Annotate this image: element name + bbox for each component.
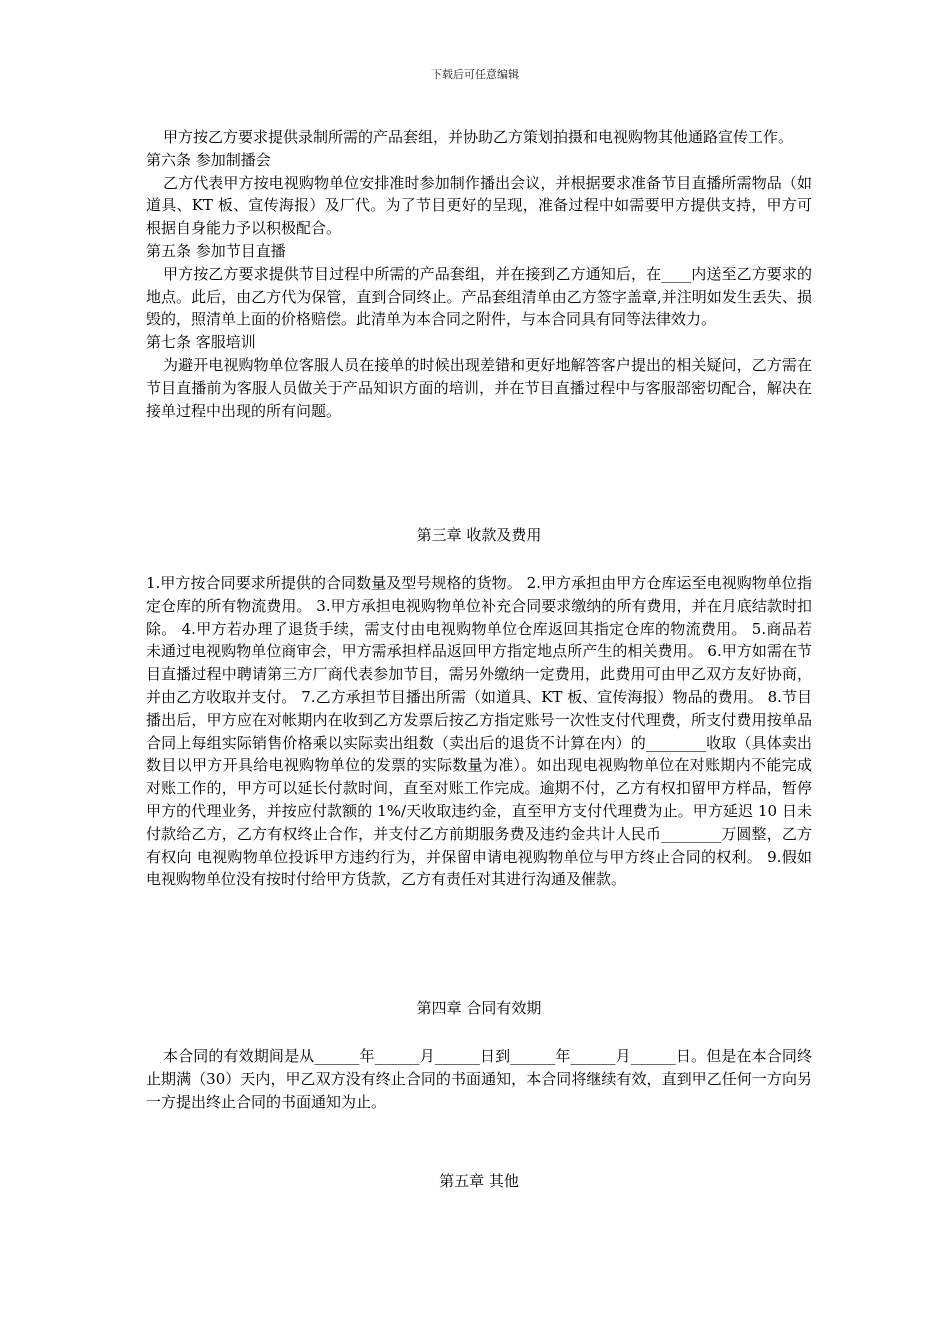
page-header: 下载后可任意编辑 <box>431 68 519 81</box>
article-heading-5: 第五条 参加节目直播 <box>146 241 286 260</box>
article-heading-7: 第七条 客服培训 <box>146 333 256 352</box>
chapter-4-title: 第四章 合同有效期 <box>416 999 542 1017</box>
article-heading-6: 第六条 参加制播会 <box>146 150 271 169</box>
paragraph-article-5: 甲方按乙方要求提供节目过程中所需的产品套组，并在接到乙方通知后，在____内送至乙方要求的地点。此后，由乙方代为保管，直到合同终止。产品套组清单由乙方签字盖章,并注明如发生丢失、损毁的，照清单上面的价格赔偿。此清单为本合同之附件，与本合同具有同等法律效力。 <box>146 264 812 329</box>
paragraph-promotion: 甲方按乙方要求提供录制所需的产品套组，并协助乙方策划拍摄和电视购物其他通路宣传工作。 <box>163 128 794 146</box>
chapter-5-title: 第五章 其他 <box>439 1172 519 1190</box>
paragraph-article-6: 乙方代表甲方按电视购物单位安排准时参加制作播出会议，并根据要求准备节目直播所需物品（如道具、KT 板、宣传海报）及厂代。为了节目更好的呈现，准备过程中如需要甲方提供支持，甲方可根据自身能力予以积极配合。 <box>146 173 812 238</box>
section-articles <box>146 126 812 422</box>
chapter-4-body <box>146 1045 812 1113</box>
paragraph-fees: 1.甲方按合同要求所提供的合同数量及型号规格的货物。 2.甲方承担由甲方仓库运至电视购物单位指定仓库的所有物流费用。 3.甲方承担电视购物单位补充合同要求缴纳的所有费用，并在月底结款时扣除。 4.甲方若办理了退货手续，需支付由电视购物单位仓库返回其指定仓库的物流费用。 5.商品若未通过电视购物单位商审会，甲方需承担样品返回甲方指定地点所产生的相关费用。 6.甲方如需在节目直播过程中聘请第三方厂商代表参加节目，需另外缴纳一定费用，此费用可由甲乙双方友好协商，并由乙方收取并支付。 7.乙方承担节目播出所需（如道具、KT 板、宣传海报）物品的费用。 8.节目播出后，甲方应在对帐期内在收到乙方发票后按乙方指定账号一次性支付代理费，所支付费用按单品合同上每组实际销售价格乘以实际卖出组数（卖出后的退货不计算在内）的________收取（具体卖出数目以甲方开具给电视购物单位的发票的实际数量为准）。如出现电视购物单位在对账期内不能完成对账工作的，甲方可以延长付款时间，直至对账工作完成。逾期不付，乙方有权扣留甲方样品，暂停甲方的代理业务，并按应付款额的 1%/天收取违约金，直至甲方支付代理费为止。甲方延迟 10 日未付款给乙方，乙方有权终止合作，并支付乙方前期服务费及违约金共计人民币________万圆整，乙方有权向 电视购物单位投诉甲方违约行为，并保留申请电视购物单位与甲方终止合同的权利。 9.假如电视购物单位没有按时付给甲方货款，乙方有责任对其进行沟通及催款。 <box>146 574 812 889</box>
paragraph-article-7: 为避开电视购物单位客服人员在接单的时候出现差错和更好地解答客户提出的相关疑问，乙方需在节目直播前为客服人员做关于产品知识方面的培训，并在节目直播过程中与客服部密切配合，解决在接单过程中出现的所有问题。 <box>146 355 812 420</box>
chapter-3-title: 第三章 收款及费用 <box>416 526 542 544</box>
chapter-3-body <box>146 572 812 891</box>
paragraph-validity: 本合同的有效期间是从______年______月______日到______年______月______日。但是在本合同终止期满（30）天内，甲乙双方没有终止合同的书面通知，本合同将继续有效，直到甲乙任何一方向另一方提出终止合同的书面通知为止。 <box>146 1047 812 1111</box>
